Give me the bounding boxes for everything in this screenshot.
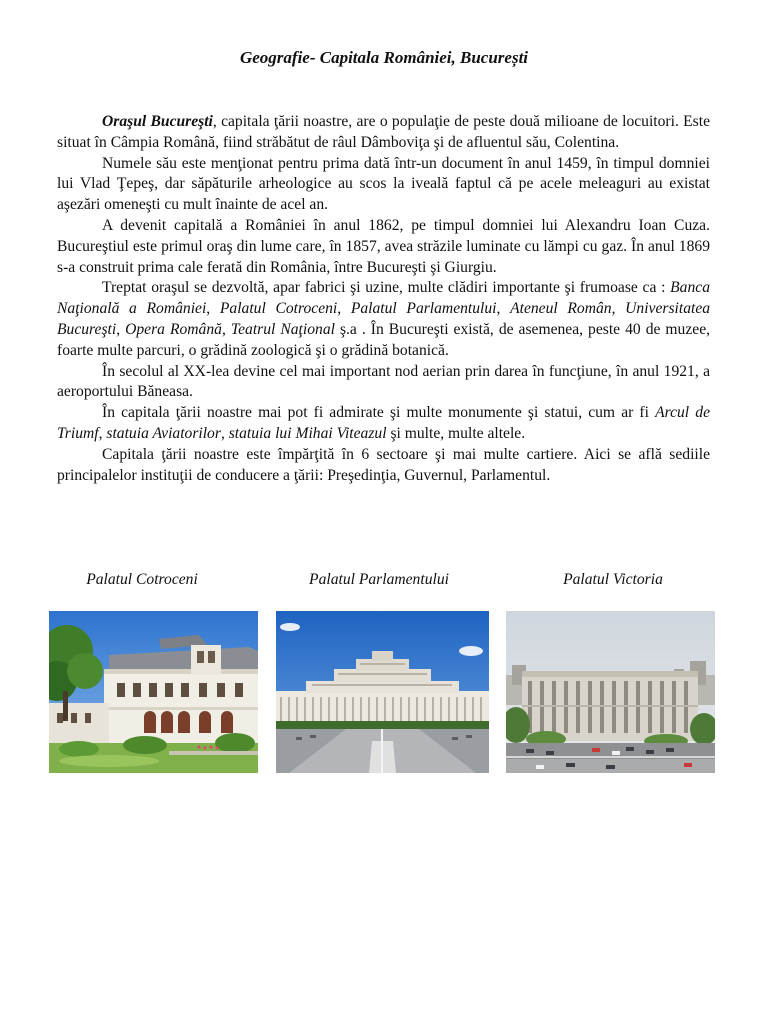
paragraph-4-tail: ş.a . În Bucureşti există, de asemenea, peste 40 de muzee, foarte multe parcuri, o grădină zoologică şi o grădină botanică. [57, 320, 711, 359]
caption-victoria: Palatul Victoria [563, 571, 663, 588]
photo-captions [0, 571, 768, 593]
paragraph-2: Numele său este menţionat pentru prima dată într-un document în anul 1459, în timpul domniei lui Vlad Ţepeş, dar săpăturile arheologice au scos la iveală faptul că pe acele meleaguri au existat aşezări omeneşti cu mult înainte de acel an. [57, 154, 710, 214]
paragraph-4-text: Treptat oraşul se dezvoltă, apar fabrici şi uzine, multe clădiri importante şi frumoase ca : [102, 279, 671, 297]
paragraph-7: Capitala ţării noastre este împărţită în 6 sectoare şi mai multe cartiere. Aici se află sediile principalelor instituţii de conducere a ţării: Preşedinţia, Guvernul, Parlamentul. [57, 445, 710, 484]
parlament-illustration [276, 611, 489, 773]
monument-mihai: statuia lui Mihai Viteazul [228, 424, 387, 442]
monument-aviatori: statuia Aviatorilor [106, 424, 221, 442]
landmark-parlament: Palatul Parlamentului [350, 300, 497, 318]
paragraph-3: A devenit capitală a României în anul 1862, pe timpul domniei lui Alexandru Ioan Cuza. Bucureştiul este primul oraş din lume care, în 1857, avea străzile luminate cu lămpi cu gaz. În anul 1869 s-a construit prima cale ferată din România, între Bucureşti şi Giurgiu. [57, 216, 710, 276]
landmark-cotroceni: Palatul Cotroceni [219, 300, 338, 318]
landmark-ateneu: Ateneul Român [510, 300, 612, 318]
separator: , [611, 300, 626, 318]
paragraph-1 [57, 112, 710, 154]
separator: , [206, 300, 220, 318]
separator: , [337, 300, 351, 318]
page-title: Geografie- Capitala României, București [239, 48, 529, 67]
photo-parlament [276, 611, 489, 773]
separator: , [98, 424, 107, 442]
landmark-bnr: Banca Naţională a României [57, 279, 710, 318]
separator: , [220, 424, 229, 442]
separator: , [221, 320, 231, 338]
monument-arc: Arcul de Triumf [57, 404, 710, 442]
photo-victoria [506, 611, 715, 773]
body-text [57, 112, 710, 486]
caption-parlament: Palatul Parlamentului [309, 571, 449, 588]
paragraph-6 [57, 403, 710, 445]
photo-cotroceni [49, 611, 258, 773]
paragraph-4 [57, 278, 710, 361]
separator: , [116, 320, 126, 338]
paragraph-6-tail: şi multe, multe altele. [386, 424, 526, 442]
paragraph-6-text: În capitala ţării noastre mai pot fi admirate şi multe monumente şi statui, cum ar fi [102, 404, 656, 422]
landmark-universitate: Universitatea Bucureşti [57, 300, 711, 338]
paragraph-5: În secolul al XX-lea devine cel mai important nod aerian prin darea în funcţiune, în anul 1921, a aeroportului Băneasa. [57, 362, 710, 401]
landmark-opera: Opera Română [125, 320, 222, 338]
caption-cotroceni: Palatul Cotroceni [86, 571, 198, 588]
victoria-illustration [506, 611, 715, 773]
paragraph-1-text: , capitala ţării noastre, are o populaţie de peste două milioane de locuitori. Este situat în Câmpia Română, fiind străbătut de râul Dâmboviţa şi de afluentul său, Colentina. [57, 113, 710, 151]
separator: , [496, 300, 511, 318]
landmark-teatru: Teatrul Naţional [230, 320, 335, 338]
cotroceni-illustration [49, 611, 258, 773]
city-name: Oraşul Bucureşti [102, 113, 213, 130]
